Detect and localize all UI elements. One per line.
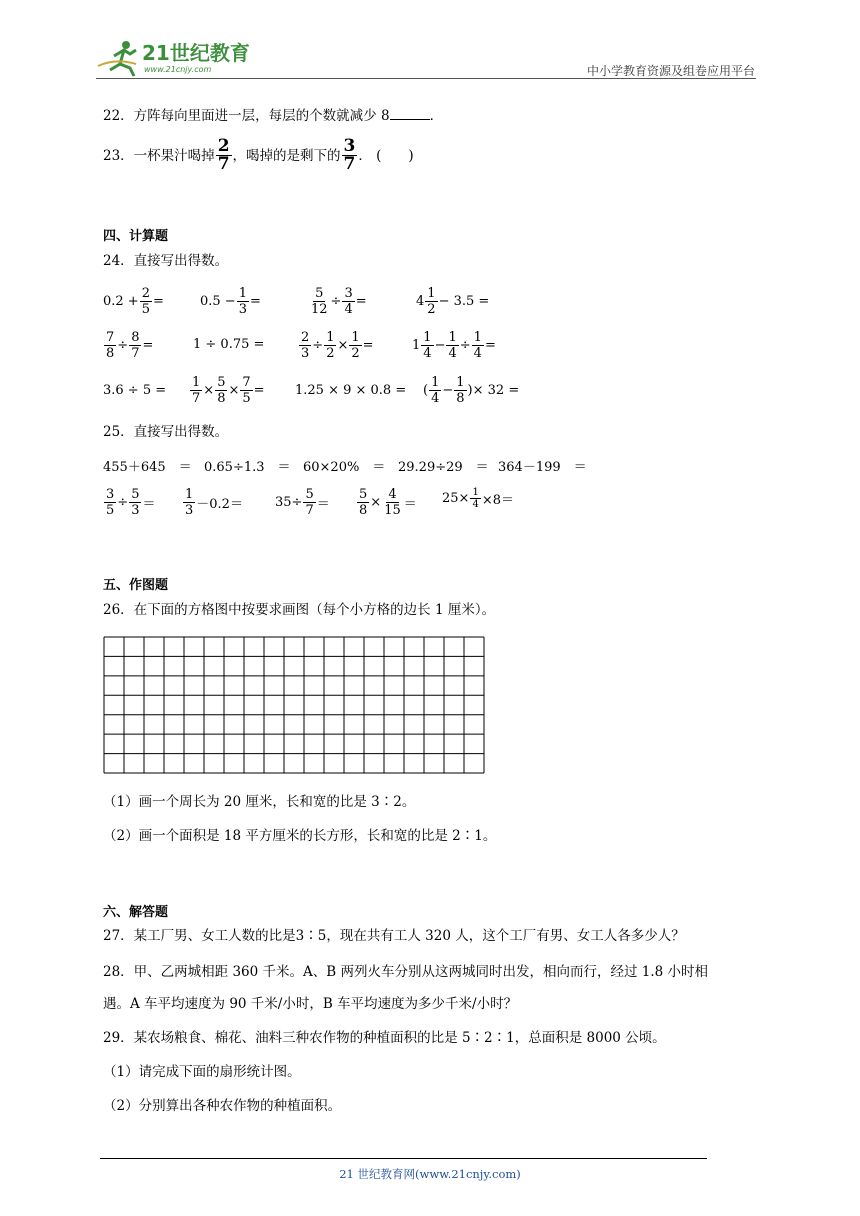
denominator: 7 — [217, 154, 230, 174]
expr-text: 0.2 + — [103, 294, 139, 309]
question-28-line2: 遇。A 车平均速度为 90 千米/小时，B 车平均速度为多少千米/小时？ — [103, 996, 518, 1012]
operator: × — [228, 383, 240, 398]
expression: 29.29÷29 ＝ — [398, 460, 489, 475]
numerator: 5 — [131, 487, 140, 502]
fraction — [324, 330, 336, 361]
numerator: 1 — [456, 375, 465, 390]
denominator: 4 — [431, 391, 440, 406]
expression: 60×20% ＝ — [303, 460, 386, 475]
numerator: 3 — [106, 487, 115, 502]
question-28-line1: 28．甲、乙两城相距 360 千米。A、B 两列火车分别从这两城同时出发，相向而行，经过 1.8 小时相 — [103, 964, 709, 980]
numerator: 5 — [217, 375, 226, 390]
denominator: 2 — [427, 302, 436, 317]
denominator: 5 — [242, 391, 251, 406]
expr-text: = — [484, 338, 496, 353]
expression — [423, 375, 519, 406]
numerator: 1 — [431, 375, 440, 390]
expression — [308, 286, 367, 317]
question-23-mid: ，喝掉的是剩下的 — [232, 147, 341, 164]
numerator: 1 — [238, 286, 247, 301]
numerator: 3 — [343, 136, 356, 156]
operator: ÷ — [117, 338, 129, 353]
question-25-title: 25．直接写出得数。 — [103, 424, 229, 440]
question-22-text: 22．方阵每向里面进一层，每层的个数就减少 8 — [103, 108, 390, 124]
denominator: 3 — [301, 346, 310, 361]
fraction — [472, 330, 484, 361]
operator: × — [337, 338, 349, 353]
denominator: 2 — [326, 346, 335, 361]
expr-text: = — [362, 338, 374, 353]
question-23-suffix: ． ( ) — [358, 147, 414, 164]
denominator: 4 — [473, 346, 482, 361]
expression — [412, 330, 496, 361]
question-24-title: 24．直接写出得数。 — [103, 253, 229, 269]
fraction — [429, 375, 441, 406]
denominator: 4 — [448, 346, 457, 361]
expression: 0.65÷1.3 ＝ — [204, 460, 291, 475]
numerator: 7 — [106, 330, 115, 345]
numerator: 1 — [423, 330, 432, 345]
expr-text: = — [152, 294, 164, 309]
expr-text: ＝ — [142, 497, 156, 512]
fraction — [309, 286, 330, 317]
expression — [295, 383, 406, 398]
whole-number: 1 — [412, 338, 421, 353]
section-6-title: 六、解答题 — [103, 905, 169, 920]
numerator: 5 — [305, 487, 314, 502]
fraction — [140, 286, 152, 317]
denominator: 7 — [305, 503, 314, 518]
operator: ÷ — [312, 338, 324, 353]
denominator: 7 — [343, 154, 356, 174]
question-29-sub1: （1）请完成下面的扇形统计图。 — [103, 1064, 301, 1080]
question-23 — [103, 138, 414, 173]
expression: 364－199 ＝ — [498, 460, 587, 475]
numerator: 1 — [472, 487, 479, 498]
expr-text: 1 ÷ 0.75 = — [193, 337, 265, 352]
expression — [103, 286, 164, 317]
denominator: 8 — [359, 503, 368, 518]
expression — [182, 487, 243, 518]
question-29-sub2: （2）分别算出各种农作物的种植面积。 — [103, 1098, 342, 1114]
fraction — [357, 487, 369, 518]
fraction — [104, 330, 116, 361]
operator: × — [370, 495, 382, 510]
denominator: 3 — [185, 503, 194, 518]
fraction — [215, 375, 227, 406]
numerator: 7 — [242, 375, 251, 390]
denominator: 7 — [192, 391, 201, 406]
site-name: 中小学教育资源及组卷应用平台 — [586, 64, 755, 78]
denominator: 5 — [106, 503, 115, 518]
expression — [200, 286, 261, 317]
expr-text: ＝ — [403, 497, 417, 512]
numerator: 2 — [301, 330, 310, 345]
fraction — [342, 286, 354, 317]
expr-text: 0.5 − — [200, 294, 236, 309]
fraction — [237, 286, 249, 317]
whole-number: 4 — [416, 294, 425, 309]
denominator: 12 — [311, 302, 328, 317]
footer-divider — [100, 1158, 707, 1159]
denominator: 7 — [131, 346, 140, 361]
fraction — [240, 375, 252, 406]
fraction — [303, 487, 315, 518]
fraction — [190, 375, 202, 406]
denominator: 4 — [423, 346, 432, 361]
numerator: 8 — [131, 330, 140, 345]
expr-text: －0.2＝ — [196, 497, 243, 512]
expr-text: ＝ — [316, 497, 330, 512]
expr-text: = — [142, 338, 154, 353]
fraction — [454, 375, 466, 406]
expression — [103, 330, 153, 361]
question-22 — [103, 106, 443, 126]
numerator: 1 — [326, 330, 335, 345]
expression — [356, 487, 417, 518]
fraction — [299, 330, 311, 361]
runner-icon — [98, 41, 136, 76]
question-26-sub2: （2）画一个面积是 18 平方厘米的长方形，长和宽的比是 2∶1。 — [103, 828, 497, 844]
expression — [103, 487, 155, 518]
fraction — [446, 330, 458, 361]
expression: 455＋645 ＝ — [103, 460, 192, 475]
denominator: 8 — [456, 391, 465, 406]
fraction — [349, 330, 361, 361]
expr-text: − 3.5 = — [438, 294, 490, 309]
operator: × — [203, 383, 215, 398]
numerator: 2 — [141, 286, 150, 301]
expression — [298, 330, 374, 361]
denominator: 4 — [472, 499, 479, 510]
answer-blank[interactable] — [390, 106, 430, 120]
denominator: 8 — [217, 391, 226, 406]
expr-text: 1.25 × 9 × 0.8 = — [295, 383, 407, 398]
question-23-prefix: 23．一杯果汁喝掉 — [103, 147, 215, 164]
denominator: 15 — [384, 503, 401, 518]
denominator: 3 — [131, 503, 140, 518]
denominator: 2 — [351, 346, 360, 361]
fraction — [104, 487, 116, 518]
operator: ÷ — [459, 338, 471, 353]
expr-text: 3.6 ÷ 5 = — [103, 383, 167, 398]
fraction — [421, 330, 433, 361]
expr-text: 25× — [442, 491, 470, 506]
expr-text: 35÷ — [275, 495, 303, 510]
numerator: 1 — [185, 487, 194, 502]
expression — [103, 383, 166, 398]
numerator: 1 — [351, 330, 360, 345]
numerator: 5 — [359, 487, 368, 502]
logo-url: www.21cnjy.com — [144, 65, 212, 74]
denominator: 4 — [344, 302, 353, 317]
question-26-sub1: （1）画一个周长为 20 厘米，长和宽的比是 3∶2。 — [103, 794, 416, 810]
expr-text: = — [249, 294, 261, 309]
operator: − — [434, 338, 446, 353]
numerator: 3 — [344, 286, 353, 301]
section-5-title: 五、作图题 — [103, 578, 169, 593]
expression — [193, 337, 264, 352]
expr-text: ×8＝ — [481, 493, 514, 508]
fraction — [425, 286, 437, 317]
numerator: 2 — [217, 136, 230, 156]
site-logo — [96, 36, 256, 78]
section-4-title: 四、计算题 — [103, 229, 169, 244]
fraction — [216, 138, 232, 173]
fraction — [129, 330, 141, 361]
operator: ÷ — [117, 495, 129, 510]
expression — [275, 487, 330, 518]
operator: − — [442, 383, 454, 398]
numerator: 1 — [448, 330, 457, 345]
fraction — [470, 487, 480, 510]
denominator: 3 — [238, 302, 247, 317]
denominator: 5 — [141, 302, 150, 317]
expr-text: = — [355, 294, 367, 309]
denominator: 8 — [106, 346, 115, 361]
operator: ÷ — [330, 294, 342, 309]
header-divider — [96, 78, 756, 79]
square-grid[interactable] — [103, 636, 487, 780]
question-27: 27．某工厂男、女工人数的比是3∶5，现在共有工人 320 人，这个工厂有男、女工人各多少人？ — [103, 928, 685, 944]
numerator: 5 — [315, 286, 324, 301]
expression — [189, 375, 265, 406]
expression — [416, 286, 489, 317]
fraction — [382, 487, 403, 518]
question-22-end: ． — [429, 108, 444, 124]
numerator: 1 — [192, 375, 201, 390]
expr-text: = — [253, 383, 265, 398]
logo-text: 21世纪教育 — [142, 41, 250, 65]
fraction — [183, 487, 195, 518]
numerator: 1 — [427, 286, 436, 301]
question-29: 29．某农场粮食、棉花、油料三种农作物的种植面积的比是 5∶2∶1，总面积是 8000 公顷。 — [103, 1030, 666, 1046]
fraction — [342, 138, 358, 173]
paren: ( — [423, 383, 429, 398]
footer-text: 21 世纪教育网(www.21cnjy.com) — [339, 1167, 521, 1181]
question-26-title: 26．在下面的方格图中按要求画图（每个小方格的边长 1 厘米）。 — [103, 602, 496, 618]
expression — [442, 487, 514, 510]
expr-text: )× 32 = — [467, 383, 520, 398]
fraction — [129, 487, 141, 518]
numerator: 1 — [473, 330, 482, 345]
numerator: 4 — [388, 487, 397, 502]
